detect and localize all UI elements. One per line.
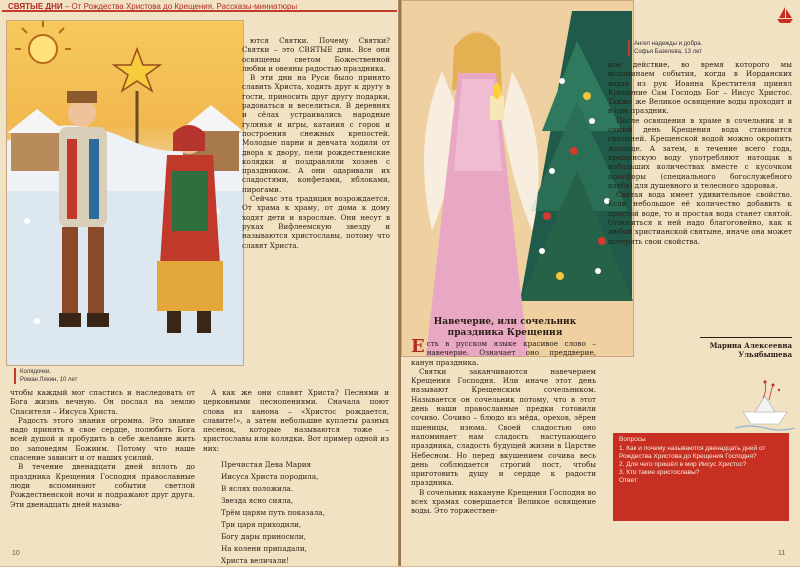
poem-line: Трём царям путь показала, (221, 508, 325, 518)
questions-box (613, 433, 789, 521)
ship-logo-icon (776, 6, 794, 24)
painting-angel (401, 0, 634, 357)
paragraph: Святая вода имеет удивительное свойство. Если небольшое её количество добавить к простой воде, то и простая вода станет святой. Относиться к ней надо благоговейно, как к любой христианской святыне, иначе она может потерять свои свойства. (608, 190, 792, 246)
angel-illustration (402, 1, 633, 356)
column-b (10, 388, 195, 509)
poem-line: Три царя приходили, (221, 520, 302, 530)
paragraph: А как же они славят Христа? Песнями и церковными песнопениями. Сначала поют слова из канона – «Христос рождается, славите!», а затем небольшие куплеты разных песенок, которые называются тоже – христославы или колядки. Вот пример одной из них: (203, 388, 389, 453)
paragraph: Сейчас эта традиция возрождается. От храма к храму, от дома к дому ходят дети и взрослые. Они несут в руках Вифлеемскую звезду и называются христославы, потому что славят Христа. (242, 194, 390, 250)
column-e (608, 60, 792, 246)
caption-left (14, 368, 140, 384)
poem-line: В яслях положила. (221, 484, 294, 494)
caption-left-title: Колядочки. (20, 369, 51, 375)
painting-carolers (6, 20, 244, 366)
poem-line: Богу дары приносили, (221, 532, 306, 542)
paragraph: Святки заканчиваются навечерием Крещения Господня. Или иначе этот день называют Крещенским сочельником. Называется он сочельник потому, что в этот день наши православные предки готовили сочиво. Сочиво – блюдо из мёда, орехов, зёрен пшеницы, изюма. Своей сладостью оно напоминает нам сладость наступающего праздника, сладость будущей жизни в Царстве Небесном. Но перед вкушением сочива весь день соблюдается строгий пост, чтобы приготовить душу и сердце к радости праздника. (411, 366, 596, 488)
column-d (411, 336, 596, 516)
author-rule (700, 337, 792, 338)
column-c (203, 388, 389, 567)
question-item: 3. Кто такие христославы? (619, 469, 700, 476)
header-title: От Рождества Христова до Крещения. Рассказы-миниатюры (71, 2, 298, 11)
poem-line: Иисуса Христа породила, (221, 472, 319, 482)
paragraph: В сочельник накануне Крещения Господня во всех храмах совершается Великое освящение воды. Это торжествен- (411, 487, 596, 516)
answer-label: Ответ: (619, 477, 639, 484)
paragraph: В эти дни на Руси было принято славить Христа, ходить друг к другу в гости, приносить друг другу подарки, радоваться и веселиться. В деревнях и сёлах устраивались народные гулянья и игры, катания с горок и построения снежных крепостей. Молодые парни и девчата ходили от двора к двору, пели рождественские колядки и поздравляли хозяев с праздником. А они одаривали их сладостями, конфетами, яблоками, пирогами. (242, 73, 390, 194)
caption-right-title: Ангел надежды и добра. (634, 41, 703, 47)
paragraph: ются Святки. Почему Святки? Святки – это СВЯТЫЕ дни. Все они освящены светом Божественной любви и овеяны радостью праздника. (242, 36, 390, 73)
header-dash: – (62, 2, 72, 11)
paragraph: В течение двенадцати дней вплоть до праздника Крещения Господня православные люди вспоминают события светлой Рождественской ночи и подражают друг друга. Эти двенадцать дней называ- (10, 462, 195, 509)
question-item: 2. Для чего пришёл в мир Иисус Христос? (619, 461, 747, 468)
caption-right (628, 40, 794, 56)
page-number-right: 11 (778, 550, 786, 557)
paragraph-text: сть в русском языке красивое слово – навечерие. Означает оно преддверие, канун праздника. (411, 339, 596, 367)
author-surname: Ульябышева (738, 350, 792, 359)
paragraph: ное действие, во время которого мы вспоминаем события, когда в Иорданских водах из рук Иоанна Крестителя принял Крещение Сам Господь Бог – Иисус Христос. Также же Великое освящение воды проходит и в сам праздник. (608, 60, 792, 116)
header-text (8, 2, 297, 11)
question-item: 1. Как и почему называются двенадцать дней от Рождества Христова до Крещения Господня? (619, 445, 766, 460)
header-section: СВЯТЫЕ ДНИ (8, 2, 63, 11)
paper-boat-icon (735, 380, 795, 432)
paragraph: Радость этого знания огромна. Это знание надо принять в свое сердце, полюбить Бога всей душой и пробудить в себе желание жить по заповедям Божиим. Потому что наше спасение зависит и от наших усилий. (10, 415, 195, 463)
poem (221, 459, 389, 567)
paragraph (411, 336, 596, 367)
page-number-left: 10 (12, 550, 20, 557)
poem-line: На колени припадали, (221, 544, 307, 554)
paragraph: После освящения в храме в сочельник и в самый день Крещения вода становится святыней. Крещенской водой можно окропить жилище. А затем, в течение всего года, крещенскую воду употребляют натощак в небольших количествах вместе с кусочком просфоры (специального богослужебного хлеба) для душевного и телесного здоровья. (608, 115, 792, 190)
caption-right-author: Софья Базелева, 13 лет (634, 49, 703, 55)
page-header (0, 0, 399, 20)
drop-cap: Е (411, 336, 425, 357)
poem-line: Звезда ясно сияла, (221, 496, 294, 506)
section-title: Навечерие, или сочельник праздника Крещения (433, 317, 577, 338)
author-name: Марина Алексеевна (709, 341, 792, 350)
questions-title: Вопросы (619, 436, 646, 443)
caption-left-author: Роман Ляхин, 10 лет (20, 377, 78, 383)
paragraph: чтобы каждый мог спастись и наследовать от Бога жизнь вечную. Он послал на землю Спасителя – Иисуса Христа. (10, 388, 195, 416)
poem-line: Пречистая Дева Мария (221, 460, 312, 470)
carolers-illustration (7, 21, 243, 365)
column-a (242, 36, 390, 250)
poem-line: Христа величали! (221, 556, 290, 566)
author-signature (682, 341, 792, 359)
